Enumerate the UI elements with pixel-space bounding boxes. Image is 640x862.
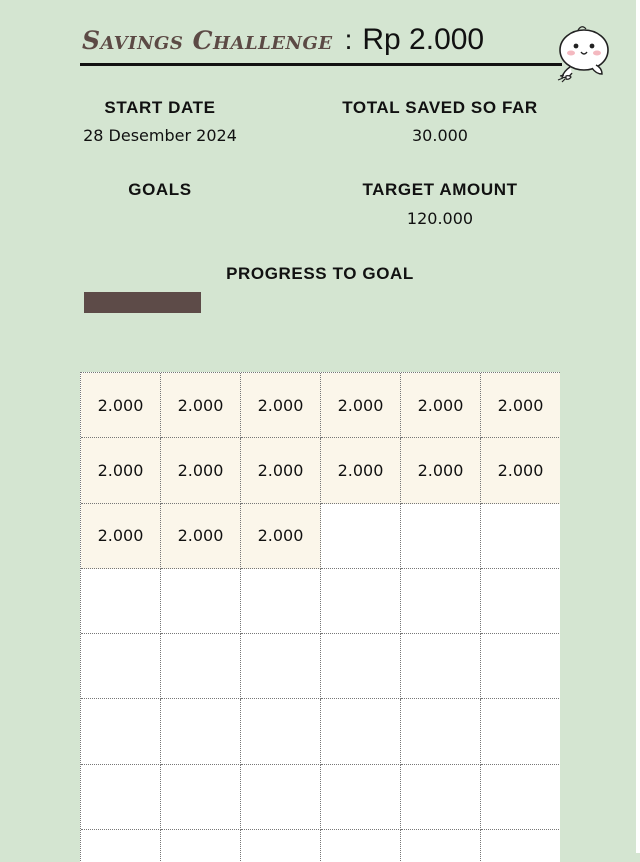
tracker-cell[interactable]: [321, 830, 401, 862]
tracker-cell[interactable]: [161, 830, 241, 862]
savings-tracker-grid: [80, 372, 560, 862]
title-amount: Rp 2.000: [362, 23, 485, 56]
page-title: [82, 18, 484, 62]
tracker-cell[interactable]: [401, 699, 481, 764]
tracker-cell[interactable]: [481, 699, 560, 764]
title-text: Savings Challenge: [82, 25, 333, 55]
total-saved-value: 30.000: [412, 126, 468, 145]
tracker-cell[interactable]: [241, 830, 321, 862]
tracker-cell[interactable]: 2.000: [241, 438, 321, 503]
tracker-cell[interactable]: [161, 569, 241, 634]
tracker-cell[interactable]: [481, 504, 560, 569]
tracker-cell[interactable]: [81, 569, 161, 634]
tracker-cell[interactable]: [481, 765, 560, 830]
progress-label: PROGRESS TO GOAL: [226, 264, 414, 283]
tracker-cell[interactable]: [321, 569, 401, 634]
progress-bar-fill: [84, 292, 201, 313]
tracker-cell[interactable]: [81, 765, 161, 830]
tracker-cell[interactable]: [241, 634, 321, 699]
tracker-cell[interactable]: [401, 569, 481, 634]
tracker-cell[interactable]: [401, 504, 481, 569]
tracker-cell[interactable]: [401, 765, 481, 830]
total-saved-label: TOTAL SAVED SO FAR: [342, 98, 538, 117]
tracker-cell[interactable]: 2.000: [161, 504, 241, 569]
tracker-cell[interactable]: [81, 634, 161, 699]
tracker-cell[interactable]: 2.000: [321, 438, 401, 503]
tracker-cell[interactable]: [241, 699, 321, 764]
tracker-cell[interactable]: [481, 569, 560, 634]
tracker-cell[interactable]: [321, 504, 401, 569]
mochi-mascot-icon: [552, 20, 612, 86]
tracker-cell[interactable]: [81, 830, 161, 862]
tracker-cell[interactable]: [321, 699, 401, 764]
start-date-label: START DATE: [104, 98, 216, 117]
tracker-cell[interactable]: [81, 699, 161, 764]
tracker-cell[interactable]: [401, 830, 481, 862]
target-amount-label: TARGET AMOUNT: [362, 180, 518, 199]
tracker-cell[interactable]: [161, 699, 241, 764]
tracker-cell[interactable]: 2.000: [81, 504, 161, 569]
tracker-cell[interactable]: [481, 634, 560, 699]
tracker-cell[interactable]: 2.000: [161, 373, 241, 438]
start-date-value: 28 Desember 2024: [83, 126, 237, 145]
tracker-cell[interactable]: [161, 765, 241, 830]
target-amount-value: 120.000: [406, 209, 474, 228]
tracker-cell[interactable]: 2.000: [81, 438, 161, 503]
tracker-cell[interactable]: 2.000: [321, 373, 401, 438]
page-edge: [636, 0, 640, 853]
tracker-cell[interactable]: [401, 634, 481, 699]
tracker-cell[interactable]: 2.000: [241, 504, 321, 569]
tracker-cell[interactable]: [321, 765, 401, 830]
progress-bar: [84, 292, 552, 313]
tracker-cell[interactable]: [241, 569, 321, 634]
tracker-cell[interactable]: 2.000: [241, 373, 321, 438]
tracker-cell[interactable]: 2.000: [481, 438, 560, 503]
title-underline: [80, 63, 562, 66]
tracker-cell[interactable]: 2.000: [161, 438, 241, 503]
tracker-cell[interactable]: [481, 830, 560, 862]
tracker-cell[interactable]: [161, 634, 241, 699]
title-separator: :: [344, 24, 353, 55]
tracker-grid-body: [80, 372, 560, 862]
tracker-cell[interactable]: [241, 765, 321, 830]
goals-label: GOALS: [128, 180, 192, 199]
tracker-cell[interactable]: 2.000: [81, 373, 161, 438]
tracker-cell[interactable]: 2.000: [481, 373, 560, 438]
tracker-cell[interactable]: 2.000: [401, 438, 481, 503]
tracker-cell[interactable]: 2.000: [401, 373, 481, 438]
tracker-cell[interactable]: [321, 634, 401, 699]
